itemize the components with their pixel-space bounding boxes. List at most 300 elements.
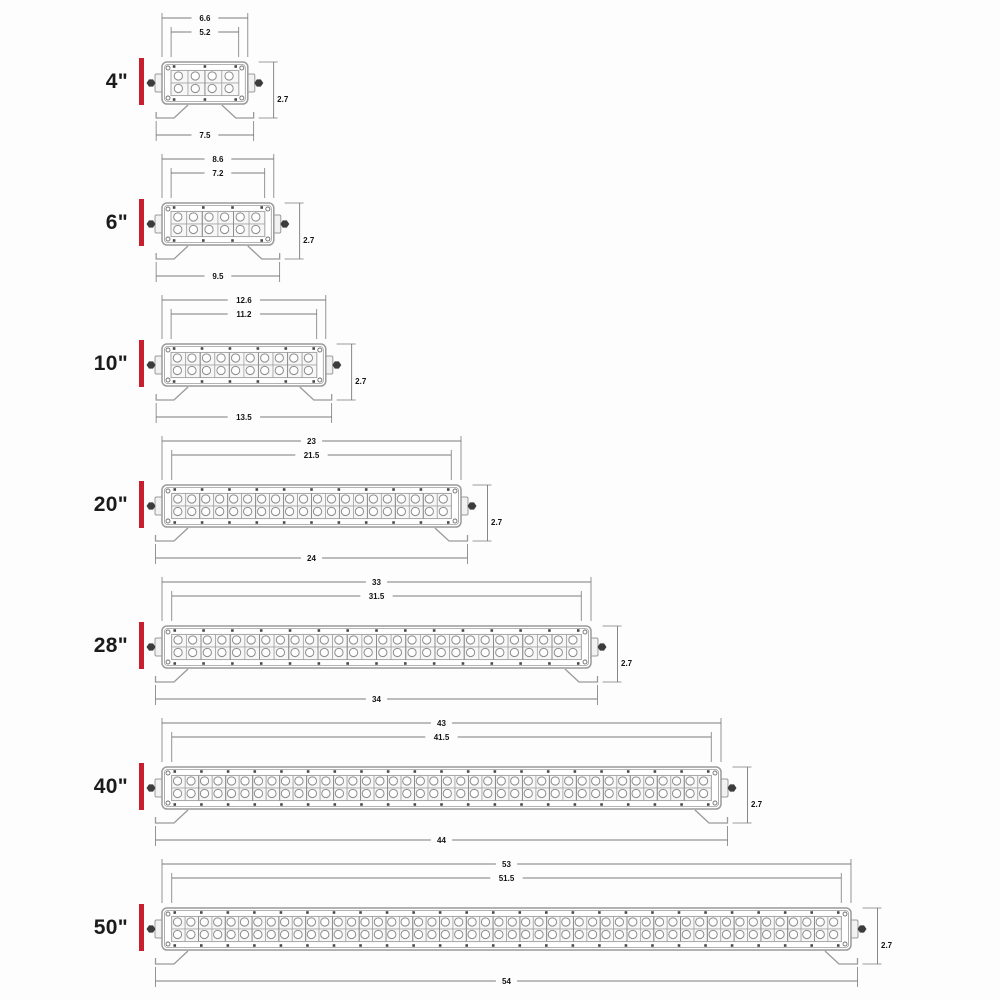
dimension-label: 2.7 bbox=[355, 377, 367, 386]
housing-bolt-dot bbox=[200, 803, 203, 806]
housing-bolt-dot bbox=[253, 911, 256, 914]
label-block bbox=[28, 8, 144, 149]
housing-bolt-dot bbox=[231, 629, 234, 632]
led-emitter-icon bbox=[308, 777, 316, 785]
led-emitter-icon bbox=[174, 636, 182, 644]
led-grid bbox=[172, 494, 452, 519]
bar-illustration bbox=[147, 859, 893, 987]
mount-foot-right bbox=[825, 951, 858, 964]
led-emitter-icon bbox=[299, 495, 307, 503]
led-emitter-icon bbox=[276, 636, 284, 644]
housing-bolt-dot bbox=[492, 911, 495, 914]
hex-bolt-icon bbox=[147, 643, 156, 650]
led-emitter-icon bbox=[254, 930, 262, 938]
led-emitter-icon bbox=[232, 636, 240, 644]
led-emitter-icon bbox=[551, 789, 559, 797]
housing-bolt-dot bbox=[490, 629, 493, 632]
housing-bolt-dot bbox=[704, 911, 707, 914]
housing-bolt-dot bbox=[173, 770, 176, 773]
housing-bolt-dot bbox=[519, 662, 522, 665]
led-emitter-icon bbox=[347, 918, 355, 926]
housing-bolt-dot bbox=[260, 629, 263, 632]
housing-bolt-dot bbox=[280, 803, 283, 806]
housing-bolt-dot bbox=[651, 911, 654, 914]
led-emitter-icon bbox=[188, 366, 196, 374]
led-emitter-icon bbox=[497, 789, 505, 797]
led-emitter-icon bbox=[246, 354, 254, 362]
led-emitter-icon bbox=[615, 930, 623, 938]
led-emitter-icon bbox=[362, 777, 370, 785]
housing-bolt-dot bbox=[306, 944, 309, 947]
led-emitter-icon bbox=[722, 918, 730, 926]
led-emitter-icon bbox=[285, 495, 293, 503]
led-emitter-icon bbox=[535, 930, 543, 938]
housing-bolt-dot bbox=[359, 944, 362, 947]
led-emitter-icon bbox=[470, 777, 478, 785]
housing-bolt-dot bbox=[598, 944, 601, 947]
dimension-label: 53 bbox=[502, 859, 511, 869]
label-block bbox=[28, 149, 144, 290]
led-emitter-icon bbox=[565, 777, 573, 785]
led-emitter-icon bbox=[428, 918, 436, 926]
housing-bolt-dot bbox=[707, 803, 710, 806]
led-emitter-icon bbox=[208, 72, 216, 80]
housing-bolt-dot bbox=[306, 911, 309, 914]
housing-bolt-dot bbox=[651, 944, 654, 947]
led-emitter-icon bbox=[295, 789, 303, 797]
housing-bolt-dot bbox=[837, 911, 840, 914]
led-emitter-icon bbox=[208, 84, 216, 92]
housing-bolt-dot bbox=[338, 488, 341, 491]
led-emitter-icon bbox=[551, 777, 559, 785]
led-emitter-icon bbox=[548, 930, 556, 938]
size-row-40in bbox=[28, 713, 1000, 854]
led-emitter-icon bbox=[220, 213, 228, 221]
housing-bolt-dot bbox=[227, 803, 230, 806]
led-emitter-icon bbox=[307, 918, 315, 926]
led-emitter-icon bbox=[535, 918, 543, 926]
dimension-label: 2.7 bbox=[303, 236, 315, 245]
led-emitter-icon bbox=[191, 84, 199, 92]
housing-bolt-dot bbox=[283, 521, 286, 524]
led-emitter-icon bbox=[562, 918, 570, 926]
housing-bolt-dot bbox=[375, 629, 378, 632]
led-emitter-icon bbox=[313, 495, 321, 503]
housing-bolt-dot bbox=[173, 347, 176, 350]
led-emitter-icon bbox=[189, 213, 197, 221]
housing-bolt-dot bbox=[404, 629, 407, 632]
housing-bolt-dot bbox=[260, 206, 263, 209]
size-label: 20" bbox=[93, 492, 128, 516]
led-emitter-icon bbox=[225, 72, 233, 80]
led-emitter-icon bbox=[696, 918, 704, 926]
led-emitter-icon bbox=[592, 777, 600, 785]
led-emitter-icon bbox=[452, 636, 460, 644]
housing-bolt-dot bbox=[412, 944, 415, 947]
housing-bolt-dot bbox=[678, 944, 681, 947]
led-emitter-icon bbox=[672, 777, 680, 785]
housing-bolt-dot bbox=[392, 521, 395, 524]
led-emitter-icon bbox=[230, 495, 238, 503]
housing-bolt-dot bbox=[227, 944, 230, 947]
led-emitter-icon bbox=[416, 777, 424, 785]
led-emitter-icon bbox=[722, 930, 730, 938]
led-emitter-icon bbox=[569, 636, 577, 644]
led-emitter-icon bbox=[522, 930, 530, 938]
housing-bolt-dot bbox=[202, 239, 205, 242]
led-emitter-icon bbox=[393, 636, 401, 644]
led-emitter-icon bbox=[225, 84, 233, 92]
led-emitter-icon bbox=[569, 648, 577, 656]
size-row-20in bbox=[28, 431, 1000, 572]
led-emitter-icon bbox=[484, 777, 492, 785]
led-emitter-icon bbox=[291, 636, 299, 644]
housing-bolt-dot bbox=[600, 770, 603, 773]
led-emitter-icon bbox=[452, 648, 460, 656]
led-emitter-icon bbox=[696, 930, 704, 938]
led-emitter-icon bbox=[240, 930, 248, 938]
housing-bolt-dot bbox=[200, 770, 203, 773]
led-emitter-icon bbox=[602, 930, 610, 938]
led-emitter-icon bbox=[227, 789, 235, 797]
led-emitter-icon bbox=[578, 777, 586, 785]
dimension-label: 24 bbox=[307, 553, 316, 563]
led-emitter-icon bbox=[308, 789, 316, 797]
bar-illustration bbox=[147, 13, 289, 141]
led-emitter-icon bbox=[281, 930, 289, 938]
mount-foot-left bbox=[156, 387, 188, 400]
housing-bolt-dot bbox=[465, 944, 468, 947]
housing-bolt-dot bbox=[574, 803, 577, 806]
dimension-label: 23 bbox=[307, 436, 316, 446]
housing-bolt-dot bbox=[200, 911, 203, 914]
led-emitter-icon bbox=[389, 777, 397, 785]
led-emitter-icon bbox=[188, 507, 196, 515]
led-emitter-icon bbox=[575, 930, 583, 938]
label-block bbox=[28, 431, 144, 572]
led-emitter-icon bbox=[252, 213, 260, 221]
housing-bolt-dot bbox=[462, 629, 465, 632]
hex-bolt-icon bbox=[332, 361, 341, 368]
housing-bolt-dot bbox=[256, 488, 259, 491]
led-emitter-icon bbox=[411, 507, 419, 515]
led-emitter-icon bbox=[231, 354, 239, 362]
led-emitter-icon bbox=[495, 930, 503, 938]
led-emitter-icon bbox=[388, 918, 396, 926]
led-emitter-icon bbox=[268, 789, 276, 797]
housing-bolt-dot bbox=[386, 911, 389, 914]
led-emitter-icon bbox=[383, 507, 391, 515]
housing-bolt-dot bbox=[173, 206, 176, 209]
housing-bolt-dot bbox=[231, 206, 234, 209]
hex-bolt-icon bbox=[254, 79, 263, 86]
housing-bolt-dot bbox=[392, 488, 395, 491]
housing-bolt-dot bbox=[447, 521, 450, 524]
led-emitter-icon bbox=[267, 918, 275, 926]
dimension-label: 2.7 bbox=[491, 518, 503, 527]
led-emitter-icon bbox=[699, 777, 707, 785]
led-emitter-icon bbox=[682, 930, 690, 938]
led-emitter-icon bbox=[202, 354, 210, 362]
led-emitter-icon bbox=[304, 354, 312, 362]
led-emitter-icon bbox=[425, 507, 433, 515]
housing-bolt-dot bbox=[173, 944, 176, 947]
led-emitter-icon bbox=[466, 636, 474, 644]
bar-illustration bbox=[147, 295, 367, 423]
housing-bolt-dot bbox=[227, 770, 230, 773]
led-emitter-icon bbox=[187, 918, 195, 926]
led-emitter-icon bbox=[299, 507, 307, 515]
housing-bolt-dot bbox=[338, 521, 341, 524]
label-block bbox=[28, 854, 144, 995]
led-emitter-icon bbox=[174, 213, 182, 221]
mount-foot-right bbox=[435, 528, 468, 541]
led-emitter-icon bbox=[554, 636, 562, 644]
led-emitter-icon bbox=[511, 777, 519, 785]
led-emitter-icon bbox=[321, 930, 329, 938]
led-emitter-icon bbox=[291, 648, 299, 656]
led-emitter-icon bbox=[829, 918, 837, 926]
led-emitter-icon bbox=[441, 930, 449, 938]
led-emitter-icon bbox=[313, 507, 321, 515]
led-emitter-icon bbox=[789, 918, 797, 926]
light-bar-drawing-10in bbox=[144, 290, 994, 431]
led-emitter-icon bbox=[261, 354, 269, 362]
led-emitter-icon bbox=[285, 507, 293, 515]
housing-bolt-dot bbox=[600, 803, 603, 806]
housing-bolt-dot bbox=[289, 662, 292, 665]
led-emitter-icon bbox=[686, 789, 694, 797]
housing-bolt-dot bbox=[420, 488, 423, 491]
housing-bolt-dot bbox=[173, 911, 176, 914]
housing-bolt-dot bbox=[312, 347, 315, 350]
led-emitter-icon bbox=[565, 789, 573, 797]
led-emitter-icon bbox=[320, 648, 328, 656]
housing-bolt-dot bbox=[520, 803, 523, 806]
housing-bolt-dot bbox=[837, 944, 840, 947]
led-emitter-icon bbox=[443, 789, 451, 797]
dimension-label: 34 bbox=[372, 694, 381, 704]
led-emitter-icon bbox=[174, 507, 182, 515]
led-emitter-icon bbox=[408, 636, 416, 644]
led-emitter-icon bbox=[414, 918, 422, 926]
led-emitter-icon bbox=[632, 777, 640, 785]
housing-bolt-dot bbox=[310, 488, 313, 491]
led-emitter-icon bbox=[525, 636, 533, 644]
housing-bolt-dot bbox=[256, 521, 259, 524]
led-emitter-icon bbox=[376, 777, 384, 785]
mount-foot-left bbox=[156, 105, 188, 118]
housing-bolt-dot bbox=[260, 239, 263, 242]
housing-bolt-dot bbox=[231, 662, 234, 665]
housing-bolt-dot bbox=[731, 911, 734, 914]
led-emitter-icon bbox=[776, 930, 784, 938]
led-emitter-icon bbox=[327, 507, 335, 515]
led-emitter-icon bbox=[347, 930, 355, 938]
led-emitter-icon bbox=[736, 918, 744, 926]
led-emitter-icon bbox=[275, 366, 283, 374]
housing-bolt-dot bbox=[365, 488, 368, 491]
led-emitter-icon bbox=[605, 789, 613, 797]
led-emitter-icon bbox=[393, 648, 401, 656]
led-emitter-icon bbox=[214, 918, 222, 926]
led-emitter-icon bbox=[408, 648, 416, 656]
led-emitter-icon bbox=[216, 507, 224, 515]
led-emitter-icon bbox=[321, 918, 329, 926]
size-row-28in bbox=[28, 572, 1000, 713]
dimension-label: 7.2 bbox=[212, 168, 224, 178]
hex-bolt-icon bbox=[147, 220, 156, 227]
dimension-label: 8.6 bbox=[212, 154, 224, 164]
led-emitter-icon bbox=[466, 648, 474, 656]
led-emitter-icon bbox=[430, 777, 438, 785]
led-emitter-icon bbox=[659, 777, 667, 785]
bar-illustration bbox=[147, 718, 763, 846]
hex-bolt-icon bbox=[147, 925, 156, 932]
led-emitter-icon bbox=[261, 366, 269, 374]
dimension-label: 33 bbox=[372, 577, 381, 587]
housing-bolt-dot bbox=[572, 911, 575, 914]
housing-bolt-dot bbox=[420, 521, 423, 524]
led-emitter-icon bbox=[173, 354, 181, 362]
housing-bolt-dot bbox=[333, 944, 336, 947]
led-emitter-icon bbox=[699, 789, 707, 797]
dimension-label: 9.5 bbox=[212, 271, 224, 281]
led-emitter-icon bbox=[349, 777, 357, 785]
led-emitter-icon bbox=[335, 636, 343, 644]
led-emitter-icon bbox=[244, 495, 252, 503]
led-emitter-icon bbox=[374, 918, 382, 926]
led-emitter-icon bbox=[271, 495, 279, 503]
led-grid bbox=[172, 917, 842, 942]
led-emitter-icon bbox=[216, 495, 224, 503]
mount-foot-right bbox=[222, 105, 254, 118]
housing-bolt-dot bbox=[234, 98, 237, 101]
housing-bolt-dot bbox=[654, 803, 657, 806]
led-emitter-icon bbox=[173, 366, 181, 374]
housing-bolt-dot bbox=[439, 911, 442, 914]
led-emitter-icon bbox=[254, 777, 262, 785]
led-emitter-icon bbox=[240, 918, 248, 926]
led-emitter-icon bbox=[173, 789, 181, 797]
label-block bbox=[28, 290, 144, 431]
led-emitter-icon bbox=[428, 930, 436, 938]
mount-foot-left bbox=[156, 669, 189, 682]
led-emitter-icon bbox=[174, 648, 182, 656]
led-grid bbox=[171, 353, 317, 378]
mount-foot-right bbox=[248, 246, 280, 259]
housing-bolt-dot bbox=[440, 803, 443, 806]
housing-bolt-dot bbox=[467, 803, 470, 806]
led-grid bbox=[171, 212, 265, 237]
led-emitter-icon bbox=[271, 507, 279, 515]
housing-bolt-dot bbox=[577, 629, 580, 632]
led-emitter-icon bbox=[655, 918, 663, 926]
housing-bolt-dot bbox=[360, 770, 363, 773]
led-emitter-icon bbox=[254, 918, 262, 926]
led-emitter-icon bbox=[592, 789, 600, 797]
led-emitter-icon bbox=[484, 789, 492, 797]
hex-bolt-icon bbox=[280, 220, 289, 227]
housing-bolt-dot bbox=[200, 944, 203, 947]
housing-bolt-dot bbox=[280, 911, 283, 914]
led-emitter-icon bbox=[281, 777, 289, 785]
led-emitter-icon bbox=[829, 930, 837, 938]
led-emitter-icon bbox=[191, 72, 199, 80]
led-emitter-icon bbox=[205, 213, 213, 221]
led-emitter-icon bbox=[619, 777, 627, 785]
size-label: 40" bbox=[93, 774, 128, 798]
led-emitter-icon bbox=[322, 789, 330, 797]
dimension-label: 2.7 bbox=[277, 95, 289, 104]
hex-bolt-icon bbox=[147, 79, 156, 86]
led-emitter-icon bbox=[231, 366, 239, 374]
led-emitter-icon bbox=[187, 789, 195, 797]
housing-bolt-dot bbox=[547, 803, 550, 806]
housing-bolt-dot bbox=[365, 521, 368, 524]
housing-bolt-dot bbox=[433, 629, 436, 632]
led-emitter-icon bbox=[642, 930, 650, 938]
led-emitter-icon bbox=[281, 918, 289, 926]
led-emitter-icon bbox=[383, 495, 391, 503]
housing-bolt-dot bbox=[173, 380, 176, 383]
bar-illustration bbox=[147, 436, 503, 564]
housing-bolt-dot bbox=[519, 629, 522, 632]
mount-foot-right bbox=[300, 387, 332, 400]
led-emitter-icon bbox=[174, 225, 182, 233]
led-emitter-icon bbox=[364, 648, 372, 656]
housing-bolt-dot bbox=[173, 65, 176, 68]
housing-bolt-dot bbox=[227, 911, 230, 914]
led-emitter-icon bbox=[588, 930, 596, 938]
housing-bolt-dot bbox=[284, 347, 287, 350]
led-emitter-icon bbox=[355, 495, 363, 503]
housing-bolt-dot bbox=[440, 770, 443, 773]
led-emitter-icon bbox=[443, 777, 451, 785]
dimension-label: 2.7 bbox=[751, 800, 763, 809]
housing-bolt-dot bbox=[404, 662, 407, 665]
led-emitter-icon bbox=[361, 930, 369, 938]
led-emitter-icon bbox=[202, 495, 210, 503]
led-emitter-icon bbox=[495, 918, 503, 926]
dimension-label: 51.5 bbox=[498, 873, 515, 883]
led-emitter-icon bbox=[173, 918, 181, 926]
hex-bolt-icon bbox=[147, 784, 156, 791]
led-emitter-icon bbox=[200, 930, 208, 938]
led-emitter-icon bbox=[362, 789, 370, 797]
led-emitter-icon bbox=[341, 495, 349, 503]
led-emitter-icon bbox=[605, 777, 613, 785]
housing-bolt-dot bbox=[414, 803, 417, 806]
led-emitter-icon bbox=[174, 495, 182, 503]
led-emitter-icon bbox=[188, 354, 196, 362]
led-emitter-icon bbox=[423, 648, 431, 656]
housing-bolt-dot bbox=[518, 944, 521, 947]
led-emitter-icon bbox=[629, 918, 637, 926]
led-emitter-icon bbox=[816, 930, 824, 938]
led-emitter-icon bbox=[496, 636, 504, 644]
led-emitter-icon bbox=[816, 918, 824, 926]
housing-bolt-dot bbox=[204, 98, 207, 101]
hex-bolt-icon bbox=[147, 361, 156, 368]
led-emitter-icon bbox=[322, 777, 330, 785]
housing-bolt-dot bbox=[234, 65, 237, 68]
led-emitter-icon bbox=[389, 789, 397, 797]
led-emitter-icon bbox=[188, 495, 196, 503]
housing-bolt-dot bbox=[229, 347, 232, 350]
led-emitter-icon bbox=[252, 225, 260, 233]
housing-bolt-dot bbox=[520, 770, 523, 773]
